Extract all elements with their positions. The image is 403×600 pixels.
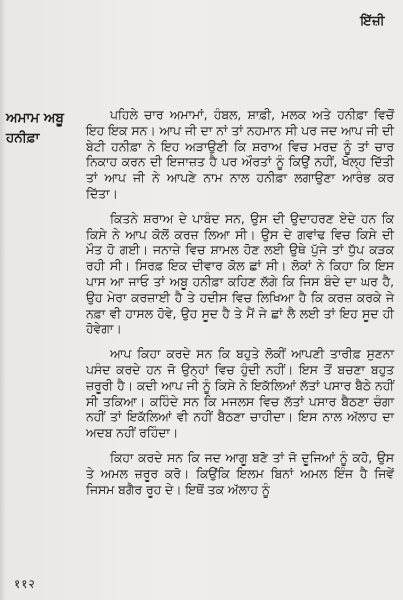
paragraph-2: ਕਿਤਨੇ ਸ਼ਰਾਅ ਦੇ ਪਾਬੰਦ ਸਨ, ਉਸ ਦੀ ਉਦਾਹਰਣ ਏਦੇ ਹਨ ਕਿ ਕਿਸੇ ਨੇ ਆਪ ਕੋਲੋਂ ਕਰਜ਼ ਲਿਆ ਸੀ। ਉਸ ਦੇ ਗਵਾਂਢ ਵਿਚ ਕਿਸੇ ਦੀ ਮੌਤ ਹੋ ਗਈ। ਜਨਾਜ਼ੇ ਵਿਚ ਸ਼ਾਮਲ ਹੋਣ ਲਈ ਉਥੇ ਪੁੱਜੇ ਤਾਂ ਧੁੱਪ ਕੜਕ ਰਹੀ ਸੀ। ਸਿਰਫ਼ ਇਕ ਦੀਵਾਰ ਕੋਲ ਛਾਂ ਸੀ। ਲੋਕਾਂ ਨੇ ਕਿਹਾ ਕਿ ਇਸ ਪਾਸ ਆ ਜਾਓ ਤਾਂ ਅਬੂ ਹਨੀਫ਼ਾ ਕਹਿਣ ਲੱਗੇ ਕਿ ਜਿਸ ਬੰਦੇ ਦਾ ਘਰ ਹੈ, ਉਹ ਮੇਰਾ ਕਰਜ਼ਾਈ ਹੈ ਤੇ ਹਦੀਸ ਵਿਚ ਲਿਖਿਆ ਹੈ ਕਿ ਕਰਜ਼ ਕਰਕੇ ਜੇ ਨਫ਼ਾ ਵੀ ਹਾਸਲ ਹੋਵੇ, ਉਹ ਸੂਦ ਹੈ ਤੇ ਮੈਂ ਜੇ ਛਾਂ ਲੈ ਲਈ ਤਾਂ ਇਹ ਸੂਦ ਹੀ ਹੋਵੇਗਾ। [86,211,394,337]
body-text [86,108,394,507]
paragraph-4: ਕਿਹਾ ਕਰਦੇ ਸਨ ਕਿ ਜਦ ਆਗੂ ਬਣੋ ਤਾਂ ਜੋ ਦੂਜਿਆਂ ਨੂੰ ਕਹੋ, ਉਸ ਤੇ ਅਮਲ ਜ਼ਰੂਰ ਕਰੋ। ਕਿਉਂਕਿ ਇਲਮ ਬਿਨਾਂ ਅਮਲ ਇੰਜ ਹੈ ਜਿਵੇਂ ਜਿਸਮ ਬਗੈਰ ਰੂਹ ਦੇ। ਇਥੋਂ ਤਕ ਅੱਲਾਹ ਨੂੰ [86,450,394,497]
running-title: ਇੱਜ਼ੀ [360,14,385,29]
paragraph-3: ਆਪ ਕਿਹਾ ਕਰਦੇ ਸਨ ਕਿ ਬਹੁਤੇ ਲੋਕੀਂ ਆਪਣੀ ਤਾਰੀਫ਼ ਸੁਣਨਾ ਪਸੰਦ ਕਰਦੇ ਹਨ ਜੋ ਉਨ੍ਹਾਂ ਵਿਚ ਹੁੰਦੀ ਨਹੀਂ। ਇਸ ਤੋਂ ਬਚਣਾ ਬਹੁਤ ਜ਼ਰੂਰੀ ਹੈ। ਕਦੀ ਆਪ ਜੀ ਨੂੰ ਕਿਸੇ ਨੇ ਇਕੱਲਿਆਂ ਲੱਤਾਂ ਪਸਾਰ ਬੈਠੇ ਨਹੀਂ ਸੀ ਤਕਿਆ। ਕਹਿੰਦੇ ਸਨ ਕਿ ਮਜਲਸ ਵਿਚ ਲੱਤਾਂ ਪਸਾਰ ਬੈਠਣਾ ਚੰਗਾ ਨਹੀਂ ਤਾਂ ਇਕੱਲਿਆਂ ਵੀ ਨਹੀਂ ਬੈਠਣਾ ਚਾਹੀਦਾ। ਇਸ ਨਾਲ ਅੱਲਾਹ ਦਾ ਅਦਬ ਨਹੀਂ ਰਹਿੰਦਾ। [86,347,394,441]
page-number: ११२ [14,577,36,591]
paragraph-1: ਪਹਿਲੇ ਚਾਰ ਅਮਾਮਾਂ, ਹੰਬਲ, ਸ਼ਾਫ਼ੀ, ਮਲਕ ਅਤੇ ਹਨੀਫ਼ਾ ਵਿਚੋਂ ਇਹ ਇਕ ਸਨ। ਆਪ ਜੀ ਦਾ ਨਾਂ ਤਾਂ ਨਹਮਾਨ ਸੀ ਪਰ ਜਦ ਆਪ ਜੀ ਦੀ ਬੇਟੀ ਹਨੀਫ਼ਾ ਨੇ ਇਹ ਅੜਾਉਣੀ ਕਿ ਸ਼ਰਾਅ ਵਿਚ ਮਰਦ ਨੂੰ ਤਾਂ ਚਾਰ ਨਿਕਾਹ ਕਰਨ ਦੀ ਇਜਾਜ਼ਤ ਹੈ ਪਰ ਔਰਤਾਂ ਨੂੰ ਕਿਉਂ ਨਹੀਂ, ਖੋਲ੍ਹ ਦਿੱਤੀ ਤਾਂ ਆਪ ਜੀ ਨੇ ਆਪਣੇ ਨਾਮ ਨਾਲ ਹਨੀਫ਼ਾ ਲਗਾਉਣਾ ਆਰੰਭ ਕਰ ਦਿੱਤਾ। [86,108,394,201]
side-heading: ਅਮਾਮ ਅਬੂ ਹਨੀਫ਼ਾ [6,110,64,146]
page-gutter-shadow [0,0,6,600]
